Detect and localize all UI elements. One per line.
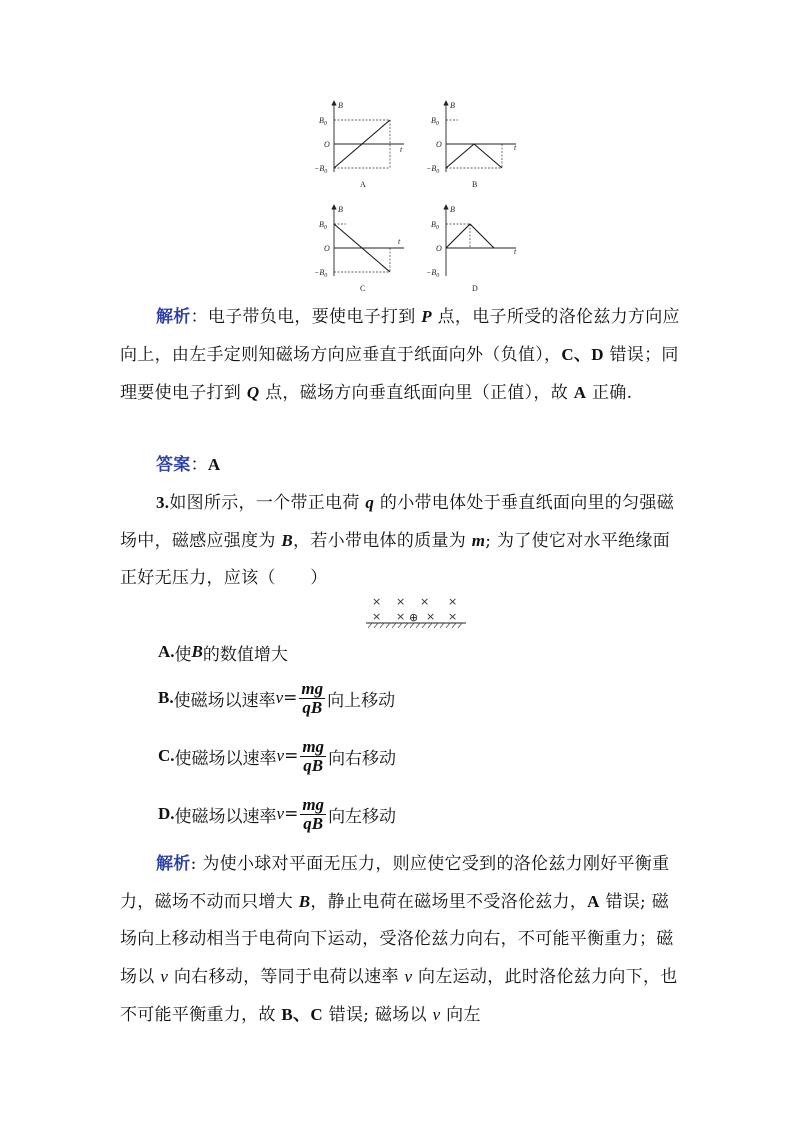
- analysis-2-label: 解析: [156, 854, 191, 874]
- svg-text:×: ×: [372, 610, 382, 623]
- bt-graphs-figure: [310, 96, 530, 296]
- svg-text:t: t: [400, 145, 403, 154]
- analysis-1-label: 解析: [156, 307, 191, 327]
- analysis-1: 解析：电子带负电，要使电子打到 P 点，电子所受的洛伦兹力方向应向上，由左手定则知磁场方向应垂直于纸面向外（负值），C、D 错误；同理要使电子打到 Q 点，磁场方向垂直纸面向里（正值），故 A 正确.: [120, 307, 680, 403]
- svg-text:B0: $B_0$: [319, 220, 327, 231]
- answer-label: 答案: [156, 455, 191, 475]
- svg-text:B: B: [450, 101, 455, 110]
- svg-text:B: B: [338, 205, 343, 214]
- svg-text:×: ×: [396, 610, 406, 623]
- svg-text:t: t: [398, 237, 401, 246]
- svg-text:×: ×: [448, 595, 458, 608]
- question-3: 3.如图所示，一个带正电荷 q 的小带电体处于垂直纸面向里的匀强磁场中，磁感应强度为 B，若小带电体的质量为 m; 为了使它对水平绝缘面正好无压力，应该（ ）: [120, 493, 674, 588]
- svg-text:−B0: $-B_0$: [314, 164, 328, 175]
- answer-line: 答案：A: [156, 455, 221, 475]
- answer-value: A: [207, 455, 221, 474]
- magnetic-field-figure: [364, 594, 468, 630]
- svg-text:O: O: [436, 140, 442, 149]
- graph-a: [314, 101, 404, 189]
- option-d[interactable]: D. 使磁场以速率 v = $\frac{mg}{qB}$ 向左移动: [158, 794, 397, 833]
- option-d-fraction: $\frac{mg}{qB}$: [302, 794, 325, 833]
- svg-text:−B0: $-B_0$: [426, 164, 440, 175]
- option-c-fraction: $\frac{mg}{qB}$: [302, 736, 325, 775]
- svg-text:t: t: [514, 247, 517, 256]
- question-3-number: 3.: [156, 493, 170, 512]
- svg-text:O: O: [324, 244, 330, 253]
- svg-text:−B0: $-B_0$: [426, 268, 440, 279]
- svg-text:B0: $B_0$: [431, 220, 439, 231]
- svg-text:×: ×: [372, 595, 382, 608]
- option-c[interactable]: C. 使磁场以速率 v = $\frac{mg}{qB}$ 向右移动: [158, 736, 397, 775]
- charged-body: ⊕: [409, 611, 419, 624]
- svg-text:B: B: [450, 205, 455, 214]
- option-b-fraction: $\frac{mg}{qB}$: [301, 678, 324, 717]
- svg-text:O: O: [436, 244, 442, 253]
- magnetic-field-svg: [364, 594, 468, 630]
- analysis-2: 解析: 为使小球对平面无压力，则应使它受到的洛伦兹力刚好平衡重力，磁场不动而只增大 B，静止电荷在磁场里不受洛伦兹力，A 错误; 磁场向上移动相当于电荷向下运动，受洛伦兹力向右，不可能平衡重力；磁场以 v 向右移动，等同于电荷以速率 v 向左运动，此时洛伦兹力向下，也不可能平衡重力，故 B、C 错误; 磁场以 v 向左: [120, 854, 678, 1025]
- graph-c: [314, 205, 404, 293]
- svg-text:×: ×: [420, 595, 430, 608]
- graph-b: [426, 101, 517, 189]
- svg-text:t: t: [514, 143, 517, 152]
- svg-text:B0: $B_0$: [319, 116, 327, 127]
- svg-text:B0: $B_0$: [431, 116, 439, 127]
- graph-d-label: D: [472, 284, 478, 293]
- svg-text:×: ×: [426, 610, 436, 623]
- svg-text:×: ×: [396, 595, 406, 608]
- graph-a-label: A: [360, 180, 366, 189]
- graph-c-label: C: [360, 284, 366, 293]
- svg-text:−B0: $-B_0$: [314, 268, 328, 279]
- bt-graphs-svg: [310, 96, 530, 296]
- option-a[interactable]: A. 使 B 的数值增大: [158, 642, 288, 665]
- svg-text:B: B: [338, 101, 343, 110]
- svg-text:O: O: [324, 140, 330, 149]
- graph-b-label: B: [472, 180, 478, 189]
- svg-text:×: ×: [448, 610, 458, 623]
- graph-d: [426, 205, 517, 293]
- option-b[interactable]: B. 使磁场以速率 v = $\frac{mg}{qB}$ 向上移动: [158, 678, 396, 717]
